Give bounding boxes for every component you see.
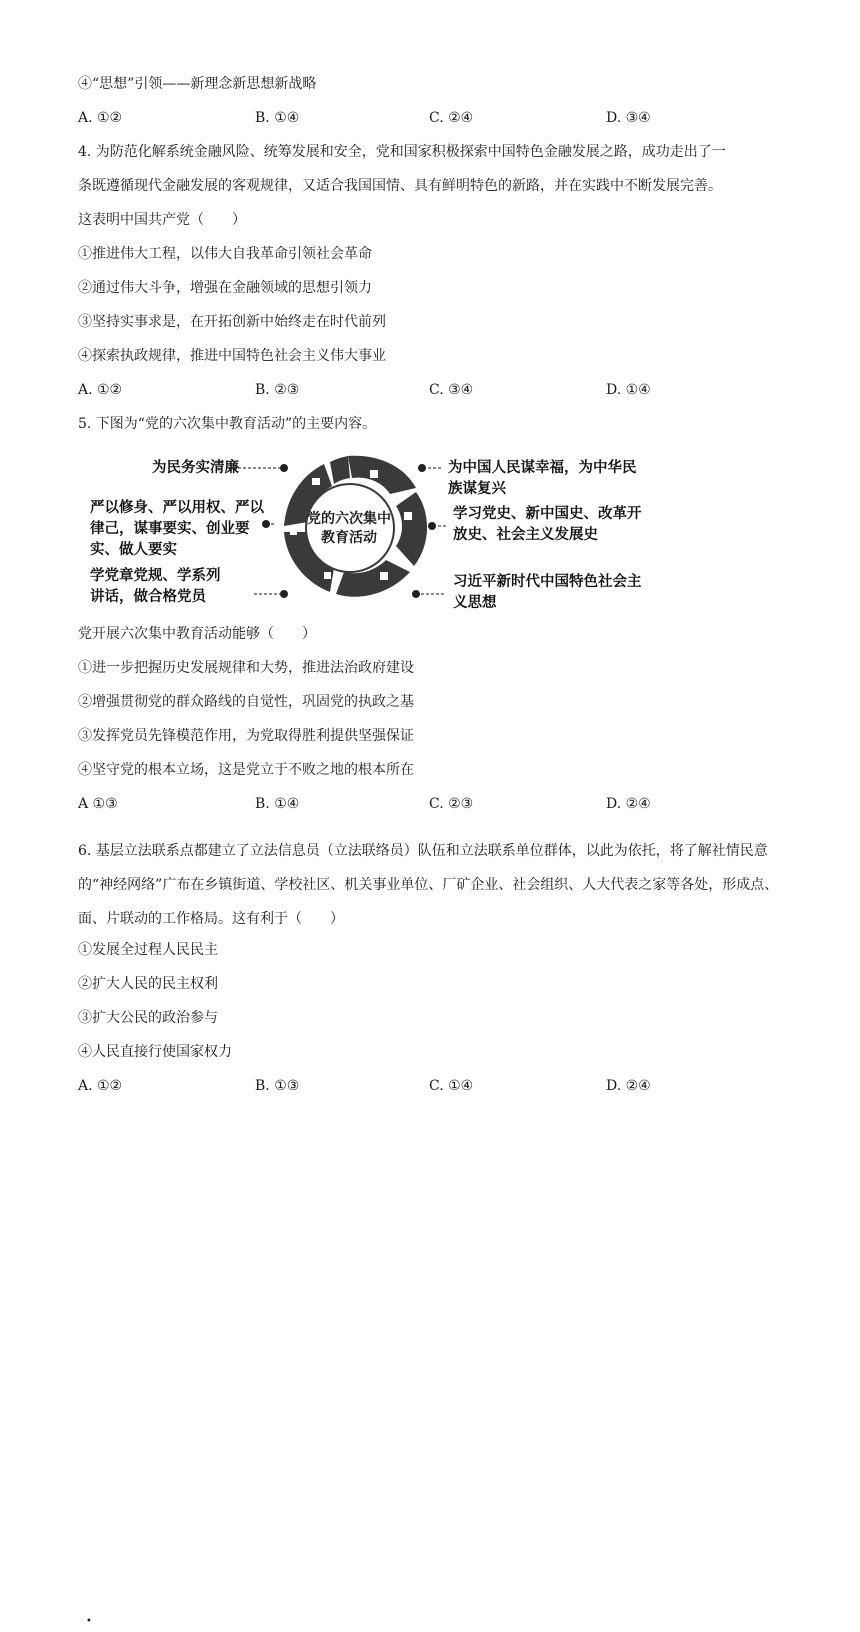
diagram-label-right-3: 习近平新时代中国特色社会主义思想	[453, 574, 642, 611]
diagram-label-left-2: 严以修身、严以用权、严以律己，谋事要实、创业要实、做人要实	[90, 500, 264, 558]
q3-option-d[interactable]: D. ③④	[606, 110, 651, 126]
q6-stem: 6. 基层立法联系点都建立了立法信息员（立法联络员）队伍和立法联系单位群体，以此为依托，将了解社情民意的“神经网络”广布在乡镇街道、学校社区、机关事业单位、厂矿企业、社会组织、人大代表之家等各处，形成点、面、片联动的工作格局。这有利于（ ）	[78, 843, 779, 927]
diagram-label-right-1: 为中国人民谋幸福，为中华民族谋复兴	[448, 460, 637, 497]
q3-option-b[interactable]: B. ①④	[255, 110, 300, 126]
q4-option-c[interactable]: C. ③④	[429, 382, 474, 398]
q3-item-4: ④“思想”引领——新理念新思想新战略	[78, 76, 317, 92]
q6-item-2: ②扩大人民的民主权利	[78, 976, 218, 992]
q6-option-a[interactable]: A. ①②	[78, 1078, 123, 1094]
q5-item-1: ①进一步把握历史发展规律和大势，推进法治政府建设	[78, 660, 414, 676]
q6-option-b[interactable]: B. ①③	[255, 1078, 300, 1094]
q3-option-c[interactable]: C. ②④	[429, 110, 474, 126]
education-activities-diagram	[78, 448, 648, 612]
q4-stem-line-3: 这表明中国共产党（ ）	[78, 212, 246, 228]
q4-item-2: ②通过伟大斗争，增强在金融领域的思想引领力	[78, 280, 372, 296]
q5-option-a[interactable]: A ①③	[78, 796, 118, 812]
q4-stem-line-2: 条既遵循现代金融发展的客观规律，又适合我国国情、具有鲜明特色的新路，并在实践中不断发展完善。	[78, 178, 722, 194]
q5-item-3: ③发挥党员先锋模范作用，为党取得胜利提供坚强保证	[78, 728, 414, 744]
q5-stem: 5. 下图为“党的六次集中教育活动”的主要内容。	[78, 416, 377, 432]
q6-item-4: ④人民直接行使国家权力	[78, 1044, 232, 1060]
q3-option-a[interactable]: A. ①②	[78, 110, 123, 126]
q4-stem-line-1: 4. 为防范化解系统金融风险、统筹发展和安全，党和国家积极探索中国特色金融发展之路，成功走出了一	[78, 144, 726, 160]
q6-item-1: ①发展全过程人民民主	[78, 942, 218, 958]
q5-item-2: ②增强贯彻党的群众路线的自觉性，巩固党的执政之基	[78, 694, 414, 710]
diagram-label-left-3: 学党章党规、学系列讲话，做合格党员	[90, 568, 221, 605]
q5-option-c[interactable]: C. ②③	[429, 796, 474, 812]
diagram-center-title: 党的六次集中教育活动	[307, 511, 391, 546]
q4-item-4: ④探索执政规律，推进中国特色社会主义伟大事业	[78, 348, 386, 364]
q5-item-4: ④坚守党的根本立场，这是党立于不败之地的根本所在	[78, 762, 414, 778]
diagram-label-right-2: 学习党史、新中国史、改革开放史、社会主义发展史	[453, 506, 642, 543]
diagram-label-left-1: 为民务实清廉	[152, 460, 239, 476]
q4-options	[78, 380, 778, 400]
q5-question: 党开展六次集中教育活动能够（ ）	[78, 626, 316, 642]
q3-options	[78, 108, 778, 128]
q5-option-b[interactable]: B. ①④	[255, 796, 300, 812]
q4-item-3: ③坚持实事求是，在开拓创新中始终走在时代前列	[78, 314, 386, 330]
q6-options	[78, 1076, 778, 1096]
stray-dot: •	[86, 1616, 92, 1627]
q4-option-d[interactable]: D. ①④	[606, 382, 651, 398]
q5-option-d[interactable]: D. ②④	[606, 796, 651, 812]
q4-option-a[interactable]: A. ①②	[78, 382, 123, 398]
q6-option-d[interactable]: D. ②④	[606, 1078, 651, 1094]
q4-option-b[interactable]: B. ②③	[255, 382, 300, 398]
q6-option-c[interactable]: C. ①④	[429, 1078, 474, 1094]
q4-item-1: ①推进伟大工程，以伟大自我革命引领社会革命	[78, 246, 372, 262]
q6-item-3: ③扩大公民的政治参与	[78, 1010, 218, 1026]
